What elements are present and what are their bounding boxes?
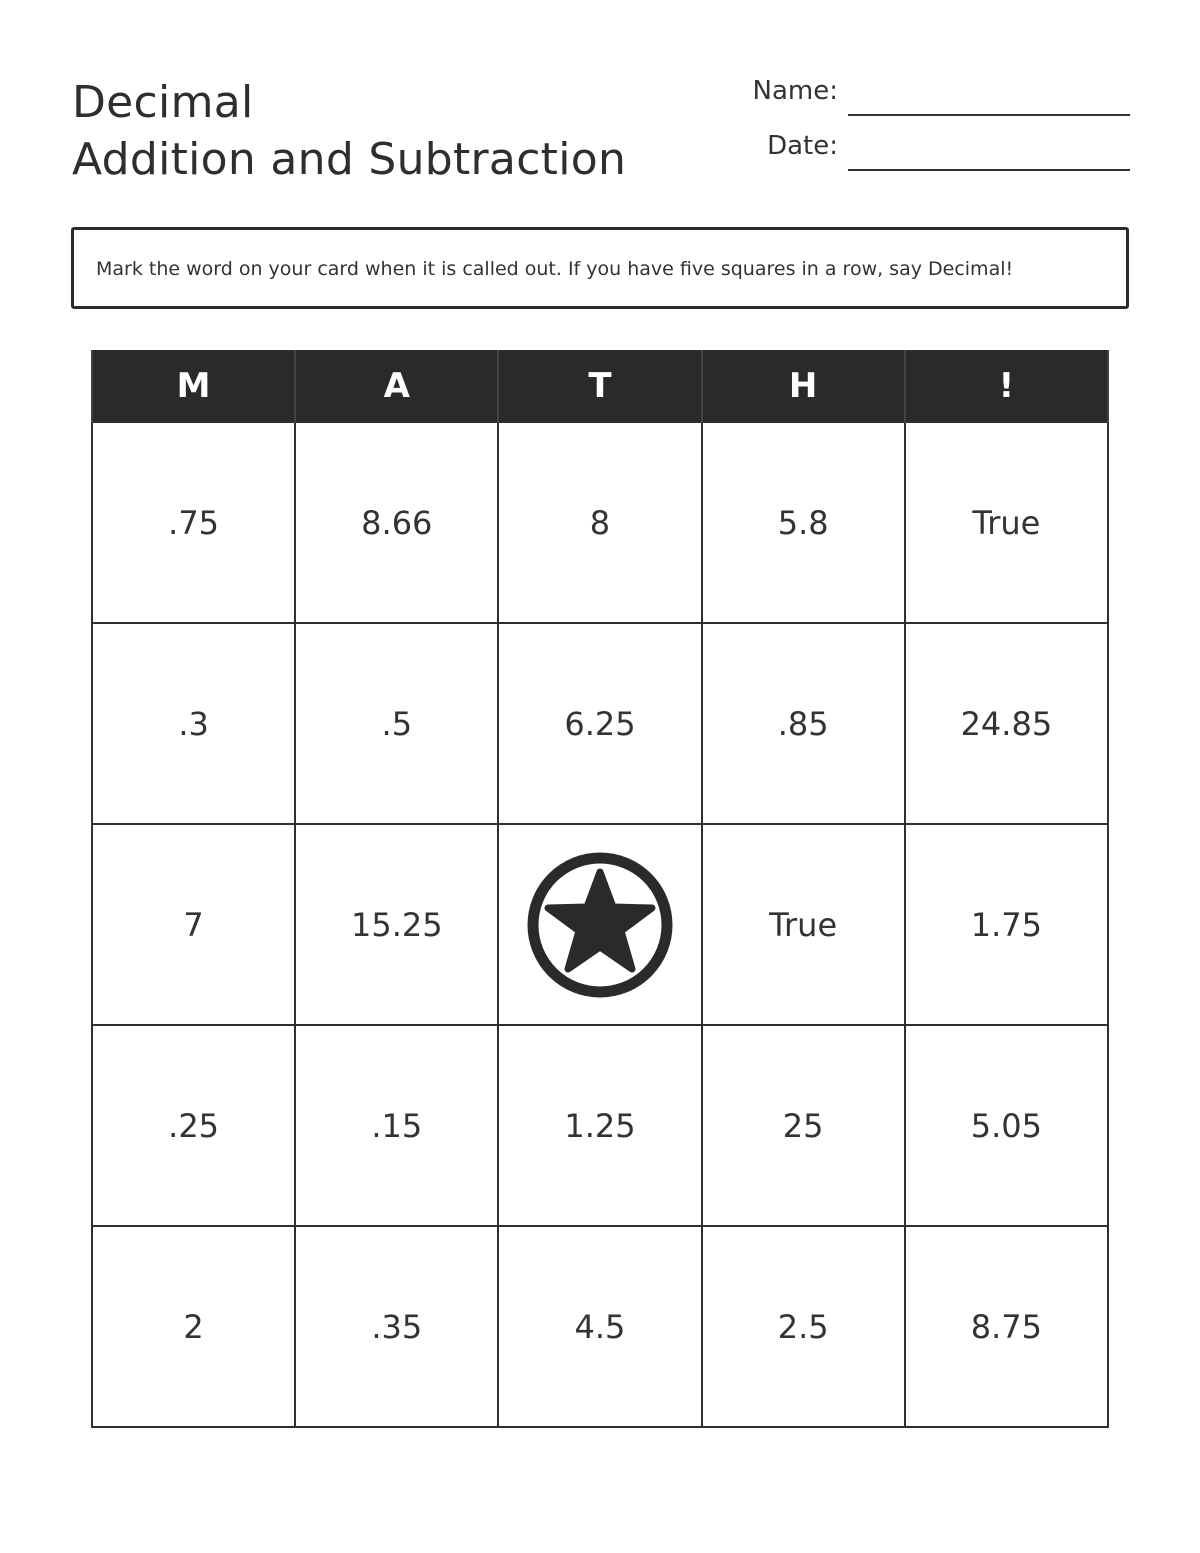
free-space-cell xyxy=(498,824,701,1025)
column-header: T xyxy=(498,350,701,422)
bingo-cell[interactable]: True xyxy=(702,824,905,1025)
date-label: Date: xyxy=(767,131,838,161)
bingo-cell[interactable]: 5.05 xyxy=(905,1025,1108,1226)
column-header: M xyxy=(92,350,295,422)
bingo-cell[interactable]: 6.25 xyxy=(498,623,701,824)
bingo-cell[interactable]: 15.25 xyxy=(295,824,498,1025)
column-header: A xyxy=(295,350,498,422)
bingo-cell[interactable]: 4.5 xyxy=(498,1226,701,1427)
star-in-circle-icon xyxy=(526,851,674,999)
student-info xyxy=(720,70,1130,180)
bingo-header-row xyxy=(92,350,1108,422)
name-row xyxy=(720,70,1130,125)
bingo-cell[interactable]: .15 xyxy=(295,1025,498,1226)
bingo-cell[interactable]: .35 xyxy=(295,1226,498,1427)
bingo-row xyxy=(92,623,1108,824)
name-label: Name: xyxy=(752,76,838,106)
date-line[interactable] xyxy=(848,169,1130,171)
bingo-cell[interactable]: 8 xyxy=(498,422,701,623)
date-row xyxy=(720,125,1130,180)
bingo-cell[interactable]: 1.75 xyxy=(905,824,1108,1025)
bingo-cell[interactable]: .75 xyxy=(92,422,295,623)
bingo-cell[interactable]: 2 xyxy=(92,1226,295,1427)
bingo-cell[interactable]: .3 xyxy=(92,623,295,824)
bingo-cell[interactable]: .85 xyxy=(702,623,905,824)
column-header: H xyxy=(702,350,905,422)
bingo-cell[interactable]: 5.8 xyxy=(702,422,905,623)
bingo-cell[interactable]: 24.85 xyxy=(905,623,1108,824)
worksheet-title xyxy=(72,74,626,188)
title-line-1: Decimal xyxy=(72,77,254,128)
title-line-2: Addition and Subtraction xyxy=(72,134,627,185)
instructions-box xyxy=(71,227,1129,309)
name-line[interactable] xyxy=(848,114,1130,116)
bingo-cell[interactable]: 8.66 xyxy=(295,422,498,623)
bingo-cell[interactable]: 1.25 xyxy=(498,1025,701,1226)
bingo-cell[interactable]: 25 xyxy=(702,1025,905,1226)
instructions-text: Mark the word on your card when it is called out. If you have five squares in a row, say Decimal! xyxy=(96,258,1014,280)
bingo-cell[interactable]: 7 xyxy=(92,824,295,1025)
bingo-cell[interactable]: 8.75 xyxy=(905,1226,1108,1427)
bingo-row xyxy=(92,1226,1108,1427)
bingo-cell[interactable]: 2.5 xyxy=(702,1226,905,1427)
bingo-cell[interactable]: .25 xyxy=(92,1025,295,1226)
column-header: ! xyxy=(905,350,1108,422)
bingo-cell[interactable]: .5 xyxy=(295,623,498,824)
bingo-row xyxy=(92,422,1108,623)
bingo-cell[interactable]: True xyxy=(905,422,1108,623)
bingo-row xyxy=(92,1025,1108,1226)
bingo-row xyxy=(92,824,1108,1025)
bingo-card xyxy=(91,350,1109,1428)
